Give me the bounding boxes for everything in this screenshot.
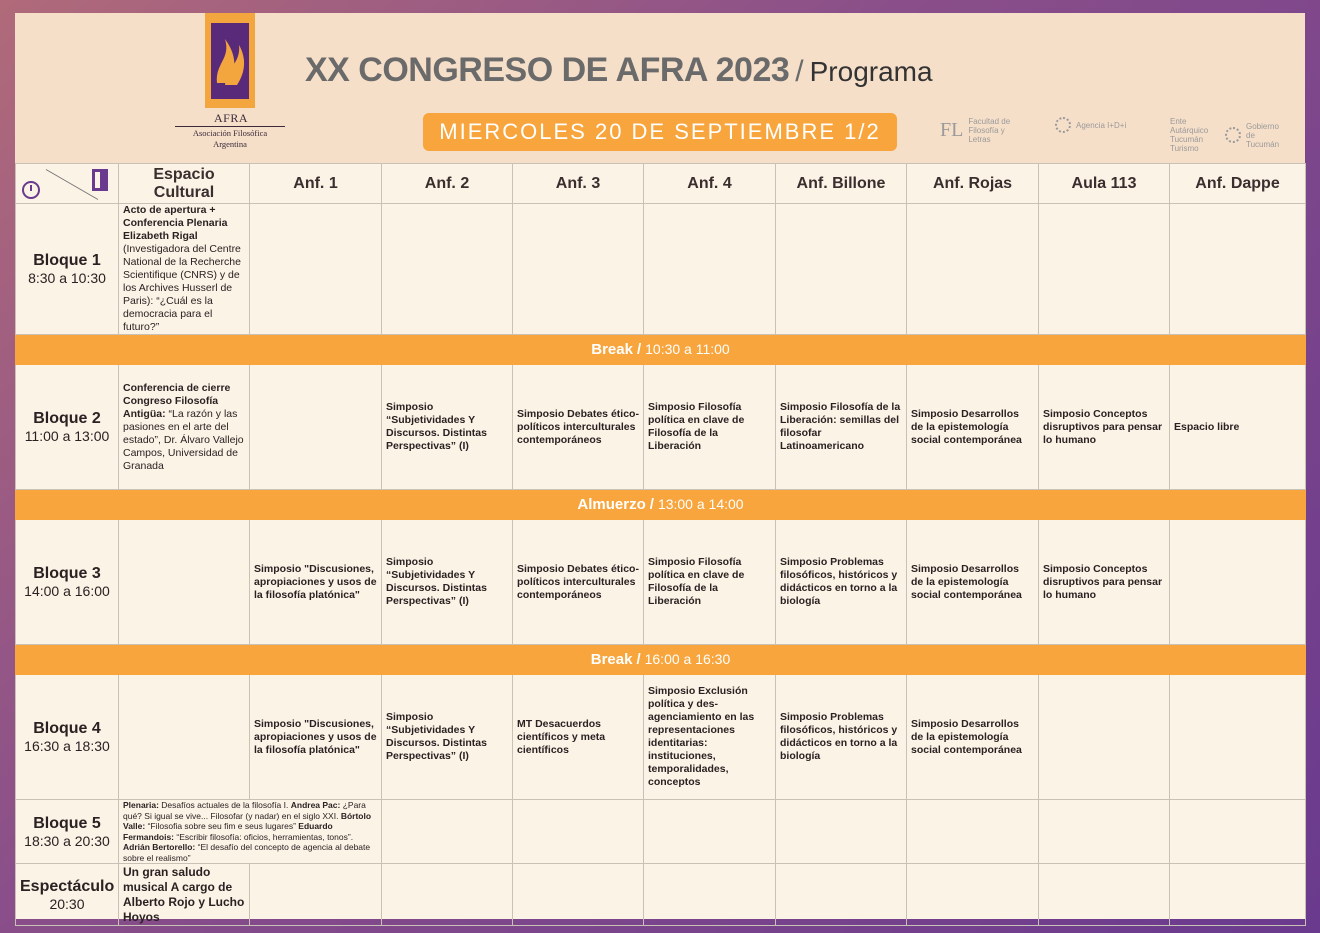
speaker-2: Bórtolo Valle: bbox=[123, 810, 372, 831]
cell-empty bbox=[250, 365, 382, 490]
cell-empty bbox=[1170, 864, 1306, 926]
session-title: Simposio Problemas filosóficos, históricos y didácticos en torno a la biología bbox=[780, 711, 898, 762]
cell-b2-rojas bbox=[907, 365, 1039, 490]
col-anf-rojas: Anf. Rojas bbox=[907, 164, 1039, 204]
cell-empty bbox=[1039, 864, 1170, 926]
logo-subtitle bbox=[175, 126, 285, 150]
speaker-1: Andrea Pac: bbox=[290, 800, 341, 810]
session-title: Simposio Conceptos disruptivos para pensar lo humano bbox=[1043, 407, 1163, 446]
cell-empty bbox=[776, 800, 907, 864]
block-name: Bloque 2 bbox=[33, 410, 101, 427]
row-espectaculo bbox=[16, 864, 1306, 926]
cell-empty bbox=[1170, 520, 1306, 645]
cell-b2-anf3 bbox=[513, 365, 644, 490]
corner-divider bbox=[46, 169, 98, 200]
talk-1: ¿Para qué? Si igual se vive... Filosofar (y nadar) en el siglo XXI. bbox=[123, 800, 366, 821]
cell-empty bbox=[513, 204, 644, 335]
cell-empty bbox=[1170, 204, 1306, 335]
cell-empty bbox=[907, 204, 1039, 335]
cell-empty bbox=[250, 204, 382, 335]
block-time: 14:00 a 16:00 bbox=[24, 583, 110, 599]
speaker-4: Adrián Bertorello: bbox=[123, 842, 196, 852]
band-cell bbox=[16, 645, 1306, 675]
row-bloque-4 bbox=[16, 675, 1306, 800]
partner-tucuman bbox=[1170, 117, 1286, 153]
band-break-1 bbox=[16, 335, 1306, 365]
session-title: Simposio Filosofía de la Liberación: semillas del filosofar Latinoamericano bbox=[780, 401, 901, 452]
block-time: 16:30 a 18:30 bbox=[24, 738, 110, 754]
cell-empty bbox=[382, 864, 513, 926]
session-title: Simposio Exclusión política y des-agenciamiento en las representaciones identitarias: instituciones, temporalidades, conceptos bbox=[648, 685, 755, 788]
talk-4: “El desafío del concepto de agencia al debate sobre el realismo” bbox=[123, 842, 371, 863]
band-cell bbox=[16, 335, 1306, 365]
cell-empty bbox=[1170, 675, 1306, 800]
cell-empty bbox=[644, 864, 776, 926]
header bbox=[15, 13, 1305, 163]
session-title: Simposio “Subjetividades Y Discursos. Distintas Perspectivas” (I) bbox=[386, 401, 487, 452]
col-anf-dappe: Anf. Dappe bbox=[1170, 164, 1306, 204]
session-title: Simposio "Discusiones, apropiaciones y usos de la filosofía platónica" bbox=[254, 562, 377, 601]
col-aula-113: Aula 113 bbox=[1039, 164, 1170, 204]
session-title: Simposio “Subjetividades Y Discursos. Distintas Perspectivas” (I) bbox=[386, 711, 487, 762]
cell-b3-rojas bbox=[907, 520, 1039, 645]
session-title: Simposio “Subjetividades Y Discursos. Distintas Perspectivas” (I) bbox=[386, 556, 487, 607]
cell-b2-dappe bbox=[1170, 365, 1306, 490]
cell-empty bbox=[1039, 204, 1170, 335]
cell-b4-billone bbox=[776, 675, 907, 800]
page-title bbox=[305, 51, 933, 90]
cell-empty bbox=[382, 800, 513, 864]
speaker-3: Eduardo Fermandois: bbox=[123, 821, 333, 842]
cell-empty bbox=[776, 204, 907, 335]
cell-empty bbox=[907, 864, 1039, 926]
col-anf-billone: Anf. Billone bbox=[776, 164, 907, 204]
cell-empty bbox=[250, 864, 382, 926]
band-almuerzo bbox=[16, 490, 1306, 520]
band-slash: / bbox=[649, 496, 654, 513]
cell-empty bbox=[382, 204, 513, 335]
session-title: Simposio "Discusiones, apropiaciones y usos de la filosofía platónica" bbox=[254, 717, 377, 756]
session-title: Simposio Desarrollos de la epistemología social contemporánea bbox=[911, 717, 1022, 756]
session-title: Simposio Desarrollos de la epistemología social contemporánea bbox=[911, 407, 1022, 446]
session-title: Simposio Debates ético-políticos interculturales contemporáneos bbox=[517, 407, 639, 446]
session-title: Simposio Conceptos disruptivos para pensar lo humano bbox=[1043, 562, 1163, 601]
band-label: Almuerzo bbox=[577, 496, 646, 513]
cell-b2-anf2 bbox=[382, 365, 513, 490]
talk-3: “Escribir filosofía: oficios, herramientas, tonos”. bbox=[174, 831, 354, 842]
logo-sub-line-2: Argentina bbox=[213, 139, 247, 149]
flame-icon bbox=[211, 23, 249, 99]
band-time: 10:30 a 11:00 bbox=[645, 341, 730, 357]
session-title: Simposio Problemas filosóficos, históricos y didácticos en torno a la biología bbox=[780, 556, 898, 607]
title-slash: / bbox=[795, 55, 804, 88]
cell-b4-anf4 bbox=[644, 675, 776, 800]
cell-empty bbox=[513, 864, 644, 926]
block-label bbox=[16, 365, 119, 490]
block-label bbox=[16, 204, 119, 335]
event-detail: “La razón y las pasiones en el arte del estado”, Dr. Álvaro Vallejo Campos, Universidad de Granada bbox=[123, 407, 244, 472]
col-anf-1: Anf. 1 bbox=[250, 164, 382, 204]
schedule-table bbox=[15, 163, 1306, 926]
col-anf-2: Anf. 2 bbox=[382, 164, 513, 204]
cell-b5-plenaria bbox=[119, 800, 382, 864]
cell-b3-anf1 bbox=[250, 520, 382, 645]
cell-empty bbox=[644, 204, 776, 335]
plenaria-label: Plenaria: bbox=[123, 800, 159, 810]
block-time: 11:00 a 13:00 bbox=[24, 428, 110, 444]
cell-empty bbox=[119, 520, 250, 645]
session-title: Simposio Filosofía política en clave de Filosofía de la Liberación bbox=[648, 401, 745, 452]
block-label bbox=[16, 864, 119, 926]
cell-b3-billone bbox=[776, 520, 907, 645]
cell-empty bbox=[1039, 800, 1170, 864]
logo-name: AFRA bbox=[213, 111, 248, 125]
cell-b1-espacio bbox=[119, 204, 250, 335]
band-cell bbox=[16, 490, 1306, 520]
band-label: Break bbox=[591, 341, 633, 358]
col-anf-4: Anf. 4 bbox=[644, 164, 776, 204]
row-bloque-2 bbox=[16, 365, 1306, 490]
band-time: 16:00 a 16:30 bbox=[644, 651, 731, 667]
cell-b4-rojas bbox=[907, 675, 1039, 800]
congress-title: XX CONGRESO DE AFRA 2023 bbox=[305, 51, 790, 89]
partner-facultad-label: Facultad de Filosofía y Letras bbox=[968, 117, 1011, 144]
session-title: Espacio libre bbox=[1174, 420, 1240, 433]
tucuman-logo-icon bbox=[1225, 127, 1241, 143]
band-slash: / bbox=[636, 651, 641, 668]
afra-logo bbox=[205, 13, 255, 108]
cell-empty bbox=[1039, 675, 1170, 800]
block-name: Espectáculo bbox=[20, 877, 115, 895]
band-label: Break bbox=[590, 651, 633, 668]
cell-b2-billone bbox=[776, 365, 907, 490]
block-time: 8:30 a 10:30 bbox=[28, 270, 106, 286]
block-time: 20:30 bbox=[49, 895, 85, 912]
program-sheet bbox=[15, 13, 1305, 924]
cell-b3-aula bbox=[1039, 520, 1170, 645]
row-bloque-5 bbox=[16, 800, 1306, 864]
cell-empty bbox=[1170, 800, 1306, 864]
fl-logo-icon: FL bbox=[940, 119, 964, 141]
block-name: Bloque 3 bbox=[33, 565, 101, 582]
block-name: Bloque 4 bbox=[33, 720, 101, 737]
partner-agencia-label: Agencia I+D+i bbox=[1076, 120, 1127, 130]
cell-b2-aula bbox=[1039, 365, 1170, 490]
cell-espectaculo bbox=[119, 864, 250, 926]
band-time: 13:00 a 14:00 bbox=[657, 496, 744, 512]
col-anf-3: Anf. 3 bbox=[513, 164, 644, 204]
partner-tucuman-label-2: Gobierno de Tucumán bbox=[1246, 121, 1280, 149]
block-name: Bloque 5 bbox=[33, 814, 101, 832]
partner-facultad bbox=[940, 117, 1013, 144]
cell-empty bbox=[644, 800, 776, 864]
corner-cell bbox=[16, 164, 119, 204]
talk-2: “Filosofia sobre seu fim e seus lugares” bbox=[145, 821, 299, 831]
partner-agencia bbox=[1055, 117, 1126, 133]
partner-tucuman-label-1: Ente Autárquico Tucumán Turismo bbox=[1170, 117, 1209, 153]
event-detail: (Investigadora del Centre National de la Recherche Scientifique (CNRS) y de los Archives Husserl de Paris): “¿Cuál es la democracia para el futuro?” bbox=[123, 243, 241, 333]
cell-empty bbox=[119, 675, 250, 800]
block-name: Bloque 1 bbox=[33, 252, 101, 269]
cell-b3-anf4 bbox=[644, 520, 776, 645]
block-label bbox=[16, 520, 119, 645]
plenaria-text: Desafíos actuales de la filosofía I. bbox=[158, 800, 291, 810]
block-label bbox=[16, 675, 119, 800]
event-title: Conferencia de cierre Congreso Filosofía Antigüa: bbox=[123, 381, 231, 420]
band-break-2 bbox=[16, 645, 1306, 675]
cell-b3-anf2 bbox=[382, 520, 513, 645]
door-icon bbox=[92, 169, 108, 191]
cell-b3-anf3 bbox=[513, 520, 644, 645]
program-subtitle: Programa bbox=[809, 56, 933, 87]
clock-icon bbox=[22, 181, 40, 199]
agencia-logo-icon bbox=[1055, 117, 1071, 133]
col-espacio-cultural: Espacio Cultural bbox=[119, 164, 250, 204]
cell-b2-espacio bbox=[119, 365, 250, 490]
cell-b4-anf3 bbox=[513, 675, 644, 800]
cell-empty bbox=[513, 800, 644, 864]
logo-sub-line-1: Asociación Filosófica bbox=[192, 128, 268, 138]
cell-empty bbox=[776, 864, 907, 926]
date-banner: MIERCOLES 20 DE SEPTIEMBRE 1/2 bbox=[423, 113, 897, 151]
show-title: Un gran saludo musical A cargo de Alberto Rojo y Lucho Hoyos bbox=[123, 864, 245, 924]
cell-b4-anf2 bbox=[382, 675, 513, 800]
row-bloque-3 bbox=[16, 520, 1306, 645]
block-time: 18:30 a 20:30 bbox=[24, 832, 110, 849]
event-title: Acto de apertura + Conferencia Plenaria Elizabeth Rigal bbox=[123, 204, 228, 242]
block-label bbox=[16, 800, 119, 864]
session-title: Simposio Desarrollos de la epistemología social contemporánea bbox=[911, 562, 1022, 601]
column-header-row bbox=[16, 164, 1306, 204]
row-bloque-1 bbox=[16, 204, 1306, 335]
cell-b2-anf4 bbox=[644, 365, 776, 490]
session-title: Simposio Debates ético-políticos interculturales contemporáneos bbox=[517, 562, 639, 601]
band-slash: / bbox=[636, 341, 642, 358]
cell-empty bbox=[907, 800, 1039, 864]
cell-b4-anf1 bbox=[250, 675, 382, 800]
session-title: MT Desacuerdos científicos y meta científicos bbox=[517, 717, 606, 756]
session-title: Simposio Filosofía política en clave de Filosofía de la Liberación bbox=[648, 556, 745, 607]
